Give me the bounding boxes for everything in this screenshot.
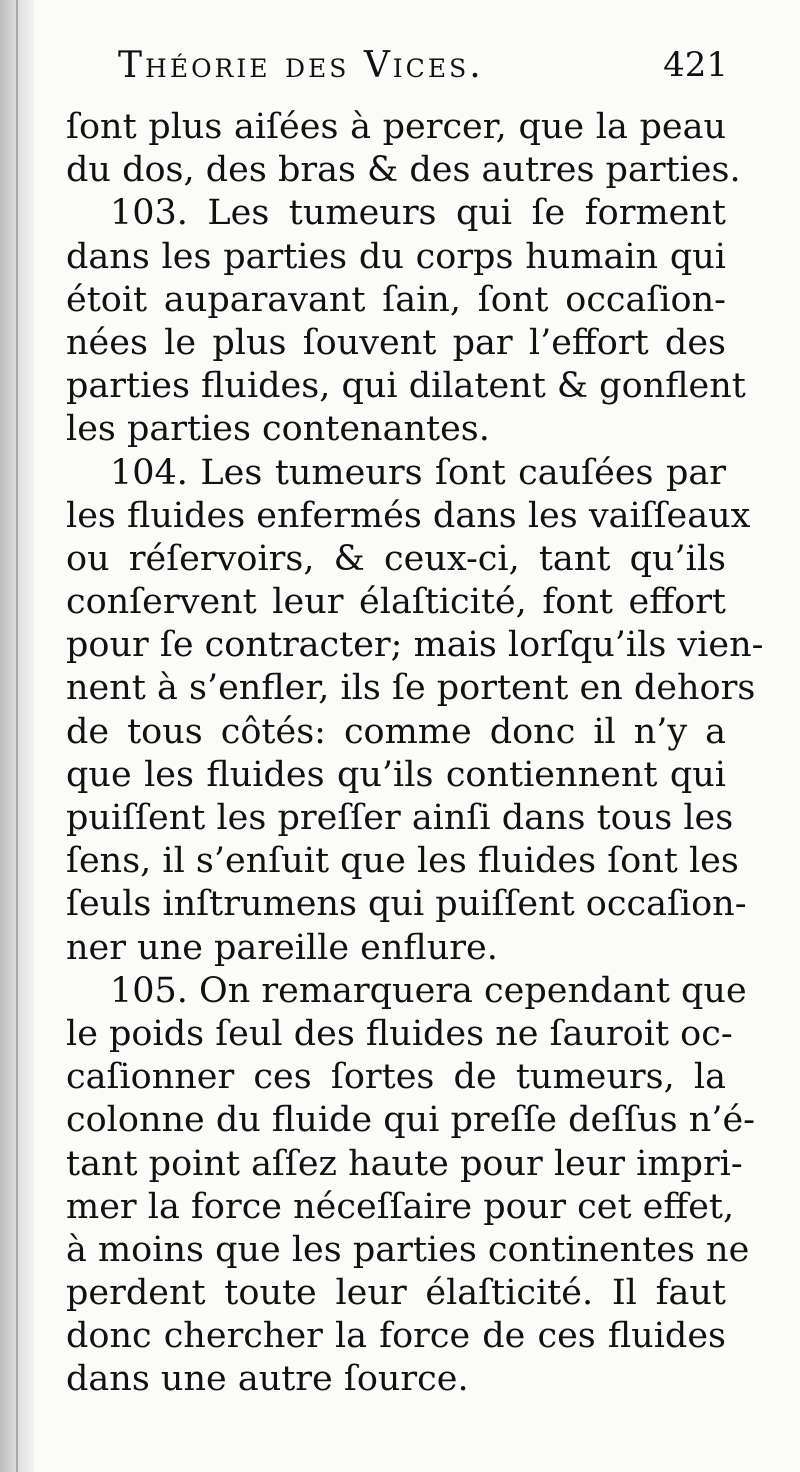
text-line: étoit auparavant ſain, ſont occaſion- xyxy=(66,279,726,320)
text-line: parties fluides, qui dilatent & gonflent xyxy=(66,366,746,407)
page-header xyxy=(118,45,728,95)
text-line: dans les parties du corps humain qui xyxy=(66,236,726,277)
text-line: caſionner ces ſortes de tumeurs, la xyxy=(66,1057,726,1098)
text-line: ner une pareille enflure. xyxy=(66,927,498,968)
text-line: les parties contenantes. xyxy=(66,409,490,450)
text-line: du dos, des bras & des autres parties. xyxy=(66,150,741,191)
text-line: donc chercher la force de ces fluides xyxy=(66,1316,726,1357)
text-line: ou réſervoirs, & ceux-ci, tant qu’ils xyxy=(66,538,726,579)
text-line: de tous côtés: comme donc il n’y a xyxy=(66,711,726,752)
text-line: pour ſe contracter; mais lorſqu’ils vien- xyxy=(66,625,764,666)
text-line: dans une autre ſource. xyxy=(66,1359,469,1400)
text-line: mer la force néceſſaire pour cet effet, xyxy=(66,1186,735,1227)
text-line: conſervent leur élaſticité, font effort xyxy=(66,582,726,623)
text-line: colonne du fluide qui preſſe deſſus n’é- xyxy=(66,1100,755,1141)
page-number: 421 xyxy=(663,45,728,85)
page-edge xyxy=(16,0,18,1472)
text-line: ſens, il s’enſuit que les fluides ſont les xyxy=(66,841,739,882)
text-line: tant point aſſez haute pour leur impri- xyxy=(66,1143,743,1184)
text-line: le poids ſeul des fluides ne ſauroit oc- xyxy=(66,1013,733,1054)
text-line: les fluides enfermés dans les vaiſſeaux xyxy=(66,495,751,536)
text-line: nées le plus ſouvent par l’effort des xyxy=(66,322,726,363)
running-title: Théorie des Vices. xyxy=(118,45,484,86)
text-line: ſeuls inſtrumens qui puiſſent occaſion- xyxy=(66,884,747,925)
text-line: ſont plus aiſées à percer, que la peau xyxy=(66,107,726,147)
text-line: que les fluides qu’ils contiennent qui xyxy=(66,754,726,795)
text-line: nent à s’enfler, ils ſe portent en dehors xyxy=(66,668,756,709)
text-line: 103. Les tumeurs qui ſe forment xyxy=(110,193,726,234)
text-line: à moins que les parties continentes ne xyxy=(66,1229,750,1270)
text-line: puiſſent les preſſer ainſi dans tous les xyxy=(66,798,734,838)
body-text xyxy=(66,106,764,1402)
text-line: 105. On remarquera cependant que xyxy=(110,970,747,1011)
text-line: perdent toute leur élaſticité. Il faut xyxy=(66,1273,726,1314)
text-line: 104. Les tumeurs ſont cauſées par xyxy=(110,452,726,493)
